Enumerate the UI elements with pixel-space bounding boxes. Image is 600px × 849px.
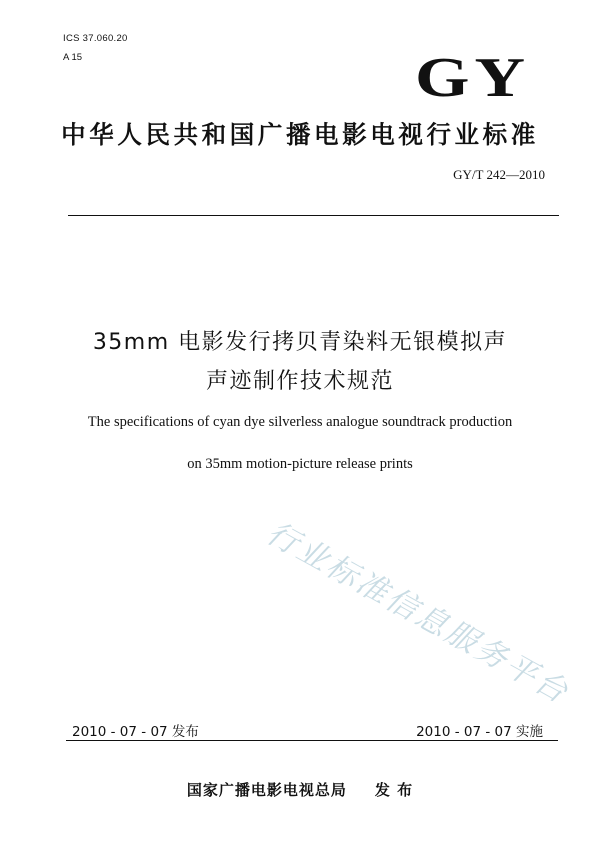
- title-zh-line1: 35mm 电影发行拷贝青染料无银模拟声: [92, 330, 508, 355]
- publisher-name: 国家广播电影电视总局: [186, 781, 347, 799]
- top-divider: [68, 215, 559, 216]
- title-en-line1: The specifications of cyan dye silverless analogue soundtrack production: [87, 414, 513, 430]
- publisher-line: [0, 779, 600, 800]
- classification-code: A 15: [63, 52, 83, 63]
- standard-number: GY/T 242—2010: [453, 167, 545, 182]
- effective-date: 2010 - 07 - 07 实施: [416, 724, 543, 740]
- title-en-line2: on 35mm motion-picture release prints: [187, 456, 413, 472]
- issue-date: 2010 - 07 - 07 发布: [72, 724, 199, 740]
- watermark: 行业标准信息服务平台: [260, 514, 576, 712]
- organization-title: 中华人民共和国广播电影电视行业标准: [61, 120, 539, 149]
- title-zh-line2: 声迹制作技术规范: [205, 369, 394, 394]
- bottom-divider: [66, 740, 558, 741]
- ics-code: ICS 37.060.20: [63, 33, 128, 44]
- gy-logo: GY: [415, 47, 530, 109]
- publisher-action: 发 布: [374, 781, 414, 799]
